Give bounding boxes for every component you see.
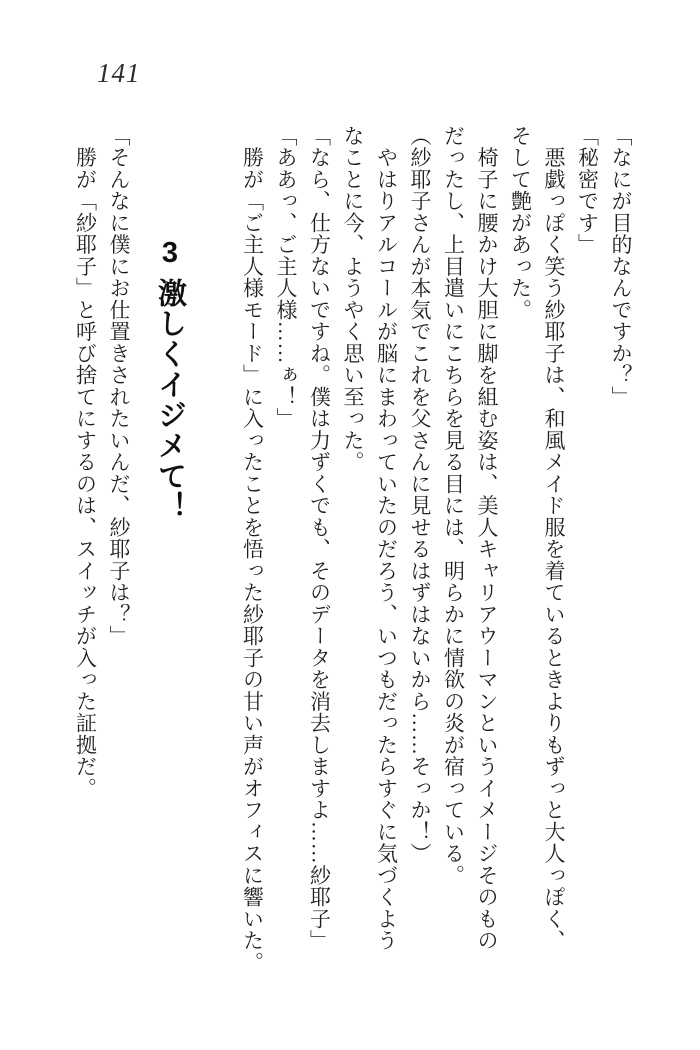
text-section-after-heading bbox=[68, 125, 135, 977]
chapter-title: 激しくイジメて！ bbox=[154, 277, 186, 522]
main-text-block bbox=[68, 125, 637, 977]
text-line: 「秘密です」 bbox=[575, 125, 600, 256]
paragraph bbox=[102, 125, 136, 977]
text-line: 「なら、仕方ないですね。僕は力ずくでも、そのデータを消去しますよ……紗耶子」 bbox=[307, 125, 332, 952]
text-line: 勝が「紗耶子」と呼び捨てにするのは、スイッチが入った証拠だ。 bbox=[73, 125, 98, 800]
text-section-before-heading bbox=[235, 125, 637, 977]
paragraph bbox=[403, 125, 437, 977]
paragraph bbox=[604, 125, 638, 977]
paragraph bbox=[570, 125, 604, 977]
text-line: そして艶があった。 bbox=[508, 125, 533, 321]
text-line: （紗耶子さんが本気でこれを父さんに見せるはずはないから……そっか！） bbox=[408, 125, 432, 865]
text-line: 「ああっ、ご主人様……ぁ！」 bbox=[274, 125, 298, 430]
chapter-heading bbox=[146, 125, 194, 977]
text-line: なことに今、ようやく思い至った。 bbox=[341, 125, 365, 473]
text-line: 「そんなに僕にお仕置きされたいんだ、紗耶子は？」 bbox=[107, 125, 131, 647]
paragraph bbox=[302, 125, 336, 977]
paragraph bbox=[68, 125, 102, 977]
text-line: 悪戯っぽく笑う紗耶子は、和風メイド服を着ているときよりもずっと大人っぽく、 bbox=[542, 125, 566, 952]
paragraph bbox=[235, 125, 269, 977]
text-line: だったし、上目遣いにこちらを見る目には、明らかに情欲の炎が宿っている。 bbox=[441, 125, 466, 887]
paragraph bbox=[269, 125, 303, 977]
chapter-number: 3 bbox=[154, 237, 186, 271]
text-line: 「なにが目的なんですか？」 bbox=[609, 125, 633, 408]
paragraph bbox=[336, 125, 403, 977]
text-line: やはりアルコールが脳にまわっていたのだろう、いつもだったらすぐに気づくよう bbox=[374, 125, 399, 952]
paragraph bbox=[503, 125, 570, 977]
paragraph bbox=[436, 125, 503, 977]
text-line: 勝が「ご主人様モード」に入ったことを悟った紗耶子の甘い声がオフィスに響いた。 bbox=[240, 125, 265, 974]
text-line: 椅子に腰かけ大胆に脚を組む姿は、美人キャリアウーマンというイメージそのもの bbox=[475, 125, 499, 952]
page-number: 141 bbox=[97, 58, 141, 88]
